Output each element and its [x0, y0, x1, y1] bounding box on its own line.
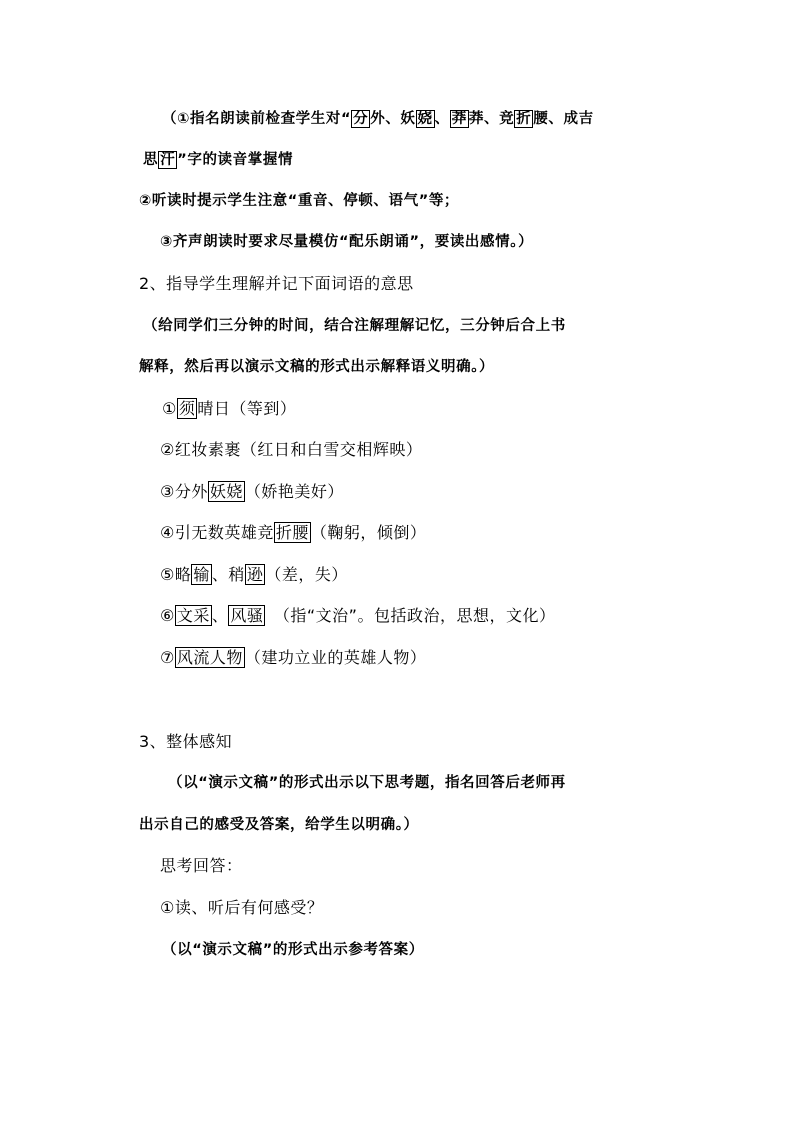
- vocab-item-3: [160, 480, 344, 504]
- vocab-text: 引无数英雄竞: [174, 523, 274, 542]
- question-1: ①读、听后有何感受？: [160, 898, 324, 917]
- vocab-text: 略: [174, 565, 192, 584]
- vocab-text: 、: [211, 606, 229, 625]
- vocab-keyword: 逊: [246, 565, 264, 584]
- vocab-item-6: [160, 604, 555, 628]
- highlighted-char: 折: [516, 111, 532, 127]
- reference-note: （以“演示文稿”的形式出示参考答案）: [162, 942, 424, 958]
- vocab-keyword: 风骚: [230, 606, 264, 625]
- think-label: 思考回答：: [160, 856, 243, 875]
- open-paren: （: [162, 111, 178, 127]
- vocab-text: 、稍: [211, 565, 245, 584]
- vocab-item-4: [160, 521, 426, 545]
- vocab-num: ①: [162, 399, 177, 418]
- vocab-text: （鞠躬，倾倒）: [310, 523, 427, 542]
- vocab-num: ⑥: [160, 606, 175, 625]
- note-text: 、: [434, 111, 450, 127]
- vocab-num: ②: [160, 440, 175, 459]
- vocab-keyword: 妖娆: [209, 482, 243, 501]
- vocab-keyword: 折腰: [275, 523, 309, 542]
- highlighted-char: 汗: [160, 152, 176, 168]
- section2-note-line1: （给同学们三分钟的时间，结合注解理解记忆，三分钟后合上书: [143, 318, 566, 334]
- vocab-text: 红妆素裹（红日和白雪交相辉映）: [174, 440, 423, 459]
- section2-note-line2: 解释，然后再以演示文稿的形式出示解释语义明确。）: [139, 359, 495, 375]
- note-text: 腰、成吉: [533, 111, 594, 127]
- highlighted-char: 莽: [451, 111, 467, 127]
- vocab-text: 晴日（等到）: [197, 399, 297, 418]
- note-text: 外、妖: [370, 111, 416, 127]
- section2-heading: 2、指导学生理解并记下面词语的意思: [139, 274, 414, 293]
- note-text: 莽、竞: [468, 111, 515, 127]
- vocab-num: ④: [160, 523, 175, 542]
- vocab-text: 分外: [174, 482, 208, 501]
- section3-heading: 3、整体感知: [139, 732, 233, 751]
- vocab-num: ⑤: [160, 565, 175, 584]
- reading-note-item3: ③齐声朗读时要求尽量模仿“配乐朗诵”，要读出感情。）: [160, 234, 534, 250]
- reading-note-line1: [162, 107, 594, 131]
- highlighted-char: 分: [353, 111, 369, 127]
- vocab-text: （娇艳美好）: [244, 482, 344, 501]
- vocab-num: ⑦: [160, 648, 175, 667]
- vocab-item-5: [160, 563, 348, 587]
- vocab-text: （指“文治”。包括政治，思想，文化）: [265, 606, 556, 625]
- vocab-keyword: 输: [193, 565, 210, 584]
- vocab-keyword: 文采: [176, 606, 210, 625]
- reading-note-line2: [143, 148, 293, 172]
- vocab-num: ③: [160, 482, 175, 501]
- vocab-text: （建功立业的英雄人物）: [244, 648, 427, 667]
- note-text: 思: [143, 152, 159, 168]
- section3-note-line2: 出示自己的感受及答案，给学生以明确。）: [139, 817, 419, 833]
- vocab-keyword: 风流人物: [176, 648, 243, 667]
- reading-note-item2: ②听读时提示学生注意“重音、停顿、语气”等；: [139, 193, 460, 209]
- vocab-text: （差，失）: [265, 565, 348, 584]
- note-text: ①指名朗读前检查学生对“: [177, 111, 352, 127]
- highlighted-char: 娆: [417, 111, 433, 127]
- vocab-item-7: [160, 646, 426, 670]
- vocab-item-1: [162, 397, 296, 421]
- vocab-item-2: [160, 438, 422, 462]
- section3-note-line1: （以“演示文稿”的形式出示以下思考题，指名回答后老师再: [168, 775, 566, 791]
- vocab-keyword: 须: [178, 399, 196, 418]
- note-text: ”字的读音掌握情: [177, 152, 294, 168]
